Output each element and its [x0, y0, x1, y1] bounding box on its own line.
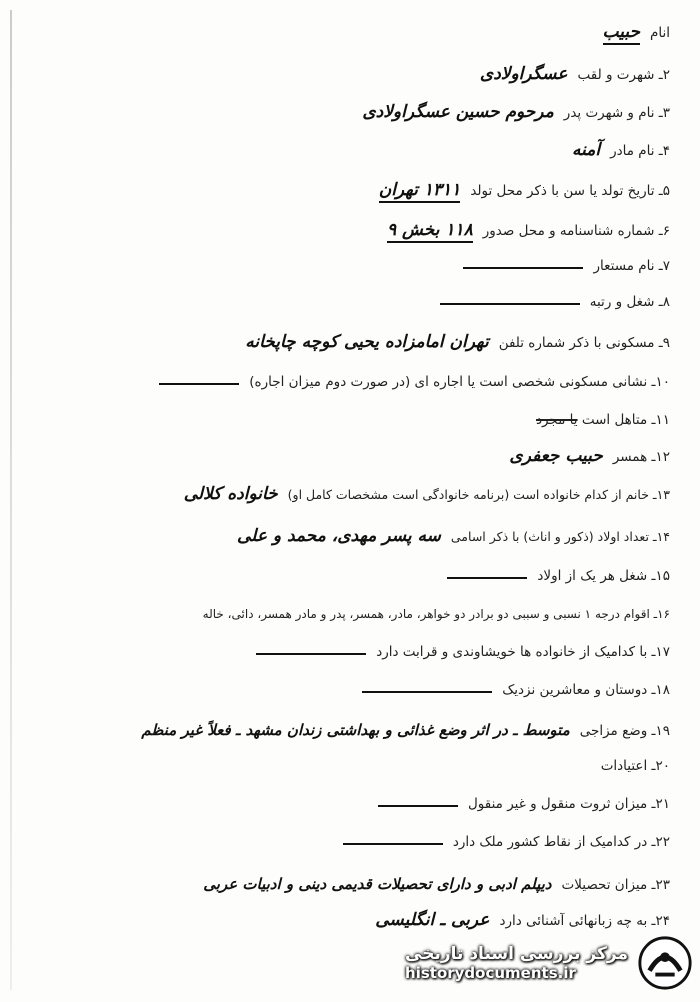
field-first-name-label: انام [650, 25, 670, 41]
field-wealth-label: ۲۱ـ میزان ثروت منقول و غیر منقول [467, 796, 670, 812]
field-marital-status-label: ۱۱ـ متاهل است یا مجرد [535, 412, 670, 428]
field-surname-label: ۲ـ شهرت و لقب [577, 67, 670, 83]
field-father-name [362, 102, 670, 123]
field-surname [480, 64, 670, 85]
field-occupation-blank [440, 303, 580, 305]
field-alias-blank [463, 267, 583, 269]
field-birth-date-place-label: ۵ـ تاریخ تولد یا سن با ذکر محل تولد [470, 183, 670, 199]
field-children-label: ۱۴ـ تعداد اولاد (ذکور و اناث) با ذکر اسامی [450, 529, 670, 544]
field-first-name [603, 22, 670, 45]
field-id-number [387, 220, 670, 243]
page-edge-shadow [10, 10, 12, 990]
field-address [245, 332, 670, 353]
field-property [343, 832, 670, 852]
field-id-number-label: ۶ـ شماره شناسنامه و محل صدور [482, 223, 670, 239]
field-spouse-label: ۱۲ـ همسر [612, 449, 670, 465]
field-residence-ownership [159, 372, 670, 392]
field-children-value: سه پسر مهدی، محمد و علی [237, 526, 441, 546]
field-mother-name-value: آمنه [572, 140, 601, 160]
field-occupation [440, 292, 670, 312]
field-surname-value: عسگراولادی [479, 64, 568, 84]
field-occupation-label: ۸ـ شغل و رتبه [589, 294, 670, 310]
field-family-ties-label: ۱۷ـ با کدامیک از خانواده ها خویشاوندی و قرابت دارد [376, 644, 670, 660]
field-health-value: متوسط ـ در اثر وضع غذائی و بهداشتی زندان مشهد ـ فعلاً غیر منظم [141, 721, 570, 739]
field-property-label: ۲۲ـ در کدامیک از نقاط کشور ملک دارد [452, 834, 670, 850]
field-friends-blank [362, 691, 492, 693]
field-address-label: ۹ـ مسکونی با ذکر شماره تلفن [498, 335, 670, 351]
field-children-occupation-blank [447, 577, 527, 579]
field-education-value: دیپلم ادبی و دارای تحصیلات قدیمی دینی و ادبیات عربی [203, 875, 552, 893]
field-languages-value: عربی ـ انگلیسی [375, 910, 490, 930]
field-relatives-label: ۱۶ـ اقوام درجه ۱ نسبی و سببی دو برادر دو خواهر، مادر، همسر، پدر و مادر همسر، دائی، خاله [202, 607, 670, 621]
field-marital-status-crossed-out: یا مجرد [535, 412, 578, 428]
field-alias [463, 256, 670, 276]
field-education-label: ۲۳ـ میزان تحصیلات [561, 877, 670, 893]
field-spouse-family-value: خانواده کلالی [183, 484, 278, 504]
field-family-ties-blank [256, 653, 366, 655]
field-first-name-value: حبیب [603, 22, 640, 45]
field-residence-ownership-label: ۱۰ـ نشانی مسکونی شخصی است یا اجاره ای (در صورت دوم میزان اجاره) [249, 374, 670, 390]
field-address-value: تهران امامزاده یحیی کوچه چاپخانه [245, 332, 489, 352]
field-children-occupation-label: ۱۵ـ شغل هر یک از اولاد [537, 568, 670, 584]
field-wealth [378, 794, 670, 814]
field-father-name-label: ۳ـ نام و شهرت پدر [563, 105, 670, 121]
field-id-number-value: ۱۱۸ بخش ۹ [387, 220, 473, 243]
field-relatives [203, 604, 670, 624]
field-alias-label: ۷ـ نام مستعار [593, 258, 670, 274]
field-spouse-family-label: ۱۳ـ خانم از کدام خانواده است (برنامه خانوادگی است مشخصات کامل او) [287, 487, 670, 502]
field-wealth-blank [378, 805, 458, 807]
field-health-label: ۱۹ـ وضع مزاجی [579, 723, 670, 739]
field-friends [362, 680, 670, 700]
field-health [141, 720, 670, 741]
field-property-blank [343, 843, 443, 845]
field-mother-name [572, 140, 670, 161]
field-children-occupation [447, 566, 670, 586]
field-spouse-family [184, 484, 670, 505]
watermark-title: مرکز بررسی اسناد تاریخی [405, 944, 628, 964]
field-languages-label: ۲۴ـ به چه زبانهائی آشنائی دارد [499, 913, 670, 929]
field-friends-label: ۱۸ـ دوستان و معاشرین نزدیک [502, 682, 670, 698]
watermark-text [405, 944, 628, 982]
field-children [237, 526, 670, 547]
field-addictions-label: ۲۰ـ اعتیادات [600, 758, 670, 774]
watermark-url: historydocuments.ir [405, 964, 576, 982]
field-family-ties [256, 642, 670, 662]
field-birth-date-place [379, 180, 670, 203]
field-marital-status [536, 410, 670, 430]
field-residence-ownership-blank [159, 383, 239, 385]
field-father-name-value: مرحوم حسین عسگراولادی [362, 102, 554, 122]
field-education [203, 874, 670, 895]
archive-logo-icon [636, 934, 694, 992]
field-addictions [601, 756, 670, 776]
field-mother-name-label: ۴ـ نام مادر [610, 143, 670, 159]
field-spouse-value: حبیب جعفری [509, 446, 603, 466]
field-spouse [509, 446, 670, 467]
field-languages [375, 910, 670, 931]
watermark [404, 930, 694, 996]
field-birth-date-place-value: ۱۳۱۱ تهران [379, 180, 461, 203]
